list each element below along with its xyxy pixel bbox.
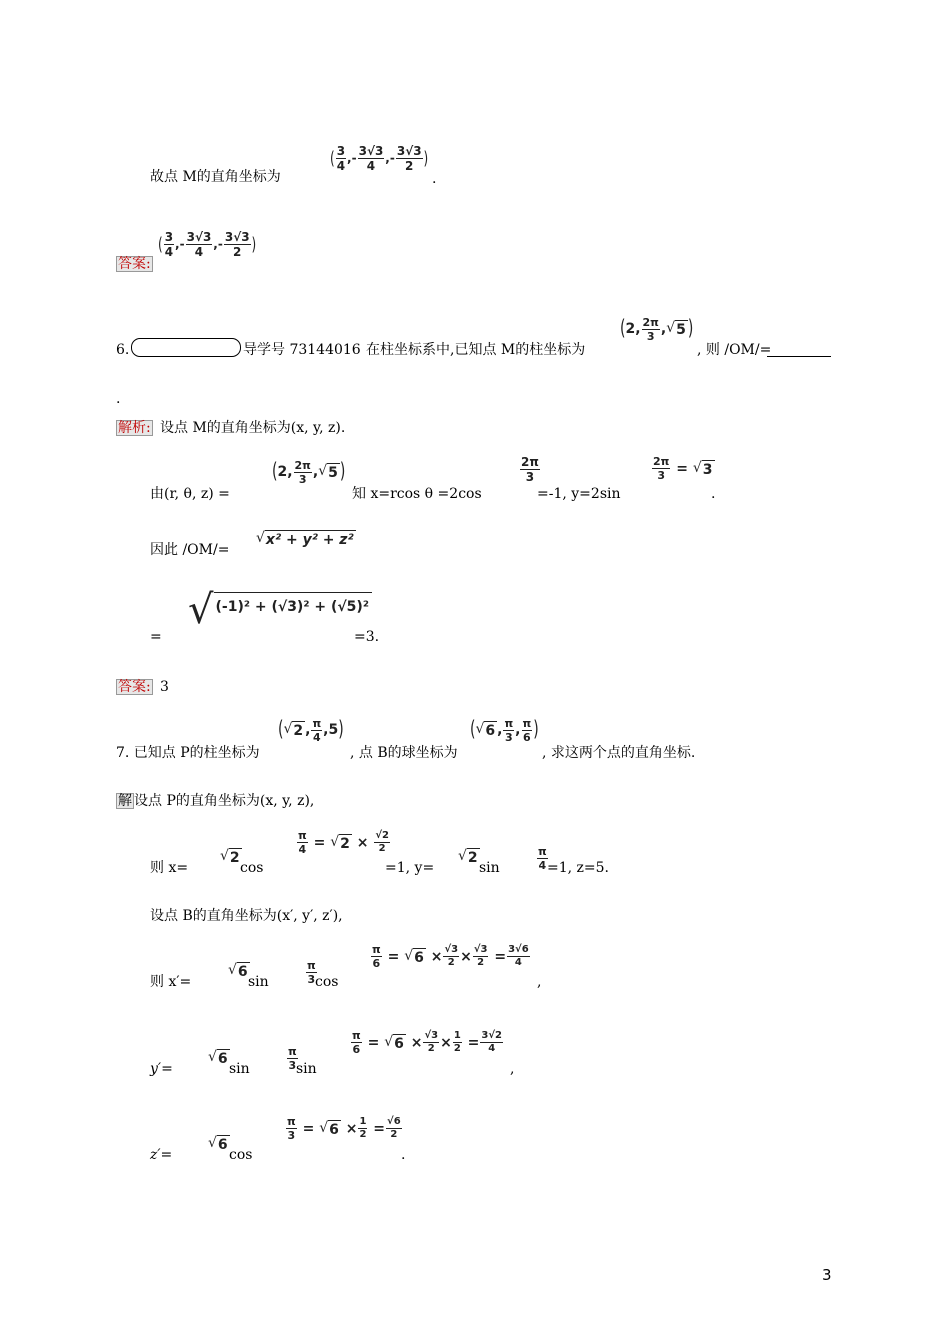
text-comma: ,	[537, 974, 542, 990]
question-7-stem-a: 7. 已知点 P的柱坐标为	[116, 745, 260, 761]
text-point-m-coords: 故点 M的直角坐标为	[150, 169, 281, 185]
solve-label: 解	[118, 793, 132, 809]
answer-6-value: 3	[160, 679, 169, 695]
analysis-label: 解析:	[118, 420, 151, 436]
answer-blank	[767, 356, 831, 357]
solution-7-line-2a: 则 x=	[150, 860, 189, 876]
reference-box	[131, 338, 241, 357]
text-sin: sin	[296, 1061, 317, 1077]
question-6-tail: , 则 /OM/=	[697, 342, 772, 358]
math-frac-pi-4: π 4	[538, 845, 547, 872]
text-period: .	[401, 1147, 406, 1163]
math-sqrt6-b: √ 6	[208, 1049, 228, 1067]
math-p-x: π 4 = √ 2 × √2 2	[298, 829, 389, 856]
math-frac-2pi-3: 2π 3	[521, 455, 539, 484]
math-sqrt-values: √ (-1)² + (√3)² + (√5)²	[188, 592, 372, 628]
math-sqrt6-a: √ 6	[228, 962, 248, 980]
math-cylindrical-m-2: ( 2, 2π 3 , √ 5 )	[272, 458, 346, 486]
text-cos: cos	[229, 1147, 253, 1163]
solution-6-line-3: 因此 /OM/=	[150, 542, 230, 558]
math-b-x: π 6 = √ 6 × √3 2 × √3 2 = 3√6 4	[372, 943, 529, 970]
math-sqrt2-b: √ 2	[458, 848, 478, 866]
math-sqrt2: √ 2	[220, 848, 240, 866]
text-period: .	[432, 171, 437, 187]
question-6-reference: 导学号 73144016	[243, 342, 361, 358]
solution-7-line-5a: y′=	[150, 1061, 173, 1077]
math-b-z: π 3 = √ 6 × 1 2 = √6 2	[287, 1115, 401, 1142]
solution-6-line-2c: =-1, y=2sin	[537, 486, 621, 502]
question-7-stem-c: , 求这两个点的直角坐标.	[542, 745, 696, 761]
question-6-number: 6.	[116, 342, 130, 358]
question-7-stem-b: , 点 B的球坐标为	[350, 745, 458, 761]
solution-7-line-2e: =1, z=5.	[547, 860, 610, 876]
solution-6-line-2a: 由(r, θ, z) =	[150, 486, 230, 502]
solution-6-line-1: 设点 M的直角坐标为(x, y, z).	[160, 420, 346, 436]
math-cylindrical-m: ( 2, 2π 3 , √ 5 )	[620, 315, 694, 343]
solution-6-result: =3.	[354, 629, 380, 645]
page-number: 3	[822, 1266, 832, 1284]
text-sin: sin	[229, 1061, 250, 1077]
answer-label-6: 答案:	[118, 679, 151, 695]
text-equals: =	[150, 629, 162, 645]
answer-label: 答案:	[118, 256, 151, 272]
math-spherical-b: ( √ 6 , π 3 , π 6 )	[470, 716, 539, 744]
solution-7-line-1: 设点 P的直角坐标为(x, y, z),	[134, 793, 315, 809]
math-sqrt-sum: √ x² + y² + z²	[256, 530, 354, 548]
solution-7-line-3: 设点 B的直角坐标为(x′, y′, z′),	[150, 908, 343, 924]
solution-7-line-2c: =1, y=	[385, 860, 435, 876]
text-cos: cos	[240, 860, 264, 876]
question-6-stem: 在柱坐标系中,已知点 M的柱坐标为	[366, 342, 586, 358]
math-point-m: ( 3 4 ,- 3√3 4 ,- 3√3 2 )	[330, 143, 429, 173]
math-b-y: π 6 = √ 6 × √3 2 × 1 2 = 3√2 4	[352, 1029, 503, 1056]
solution-6-line-2b: 知 x=rcos θ =2cos	[352, 486, 482, 502]
solution-7-line-6a: z′=	[150, 1147, 173, 1163]
math-sqrt6-c: √ 6	[208, 1135, 228, 1153]
text-sin: sin	[479, 860, 500, 876]
math-answer-m: ( 3 4 ,- 3√3 4 ,- 3√3 2 )	[158, 229, 257, 259]
text-period: .	[116, 391, 121, 407]
text-period: .	[711, 486, 716, 502]
text-sin: sin	[248, 974, 269, 990]
solution-7-line-4a: 则 x′=	[150, 974, 192, 990]
text-comma: ,	[510, 1061, 515, 1077]
math-frac-pi-3-b: π 3	[288, 1045, 297, 1072]
text-cos: cos	[315, 974, 339, 990]
math-sin-result: 2π 3 = √ 3	[653, 455, 713, 482]
math-cylindrical-p: ( √ 2 , π 4 ,5 )	[278, 716, 344, 744]
math-frac-pi-3-a: π 3	[307, 959, 316, 986]
